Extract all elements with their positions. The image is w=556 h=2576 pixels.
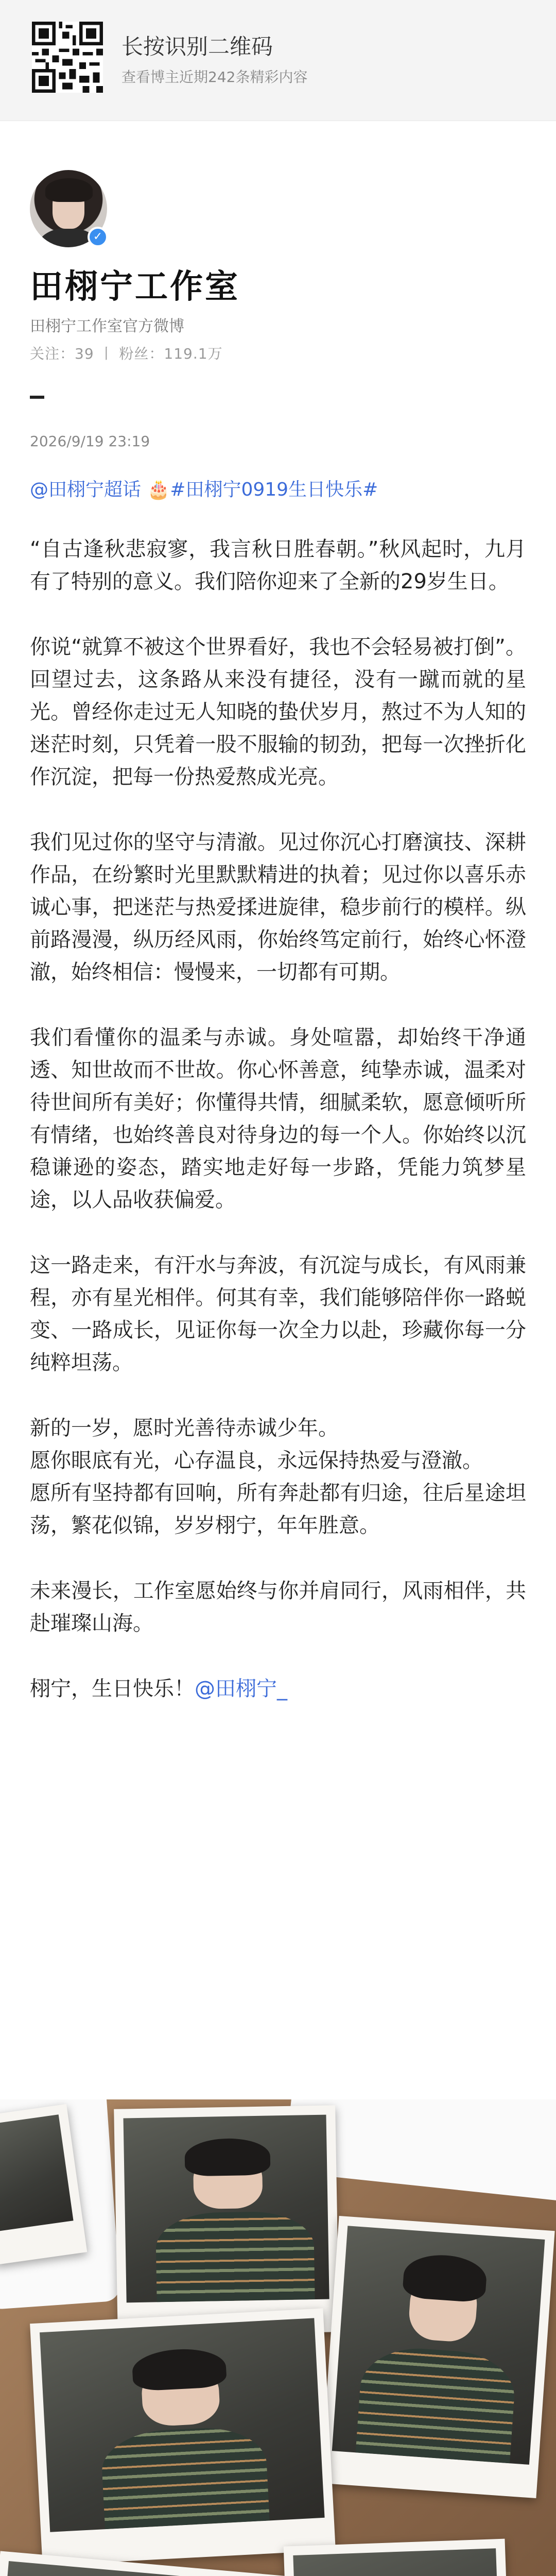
top-banner [0,0,556,121]
post-paragraph-5: 这一路走来，有汗水与奔波，有沉淀与成长，有风雨兼程，亦有星光相伴。何其有幸，我们能够陪伴你一路蜕变、一路成长，见证你每一次全力以赴，珍藏你每一分纯粹坦荡。 [30,1253,526,1375]
photo-image [0,2114,74,2231]
polaroid-photo [114,2105,339,2335]
post-photo[interactable] [0,2099,556,2576]
supertopic-link[interactable]: @田栩宁超话 [30,479,142,500]
top-banner-title: 长按识别二维码 [121,34,273,59]
photo-image [332,2226,545,2465]
post-paragraph-3: 我们见过你的坚守与清澈。见过你沉心打磨演技、深耕作品，在纷繁时光里默默精进的执着；见过你以喜乐赤诚心事，把迷茫与热爱揉进旋律，稳步前行的模样。纵前路漫漫，纵历经风雨，你始终笃定前行，始终心怀澄澈，始终相信：慢慢来，一切都有可期。 [30,831,526,984]
account-name[interactable]: 田栩宁工作室 [30,268,240,306]
closing-text: 栩宁，生日快乐！ [30,1677,195,1701]
account-stats: 关注：39 丨 粉丝：119.1万 [30,345,223,362]
photo-image [40,2318,325,2532]
photo-image [0,2561,277,2576]
post-closing [30,1673,526,1705]
closing-mention-link[interactable]: @田栩宁_ [195,1677,287,1701]
post-topics [30,475,378,501]
top-banner-subtitle: 查看博主近期242条精彩内容 [121,69,308,86]
post-paragraph-6: 新的一岁，愿时光善待赤诚少年。 愿你眼底有光，心存温良，永远保持热爱与澄澈。 愿所有坚持都有回响，所有奔赴都有归途，往后星途坦荡，繁花似锦，岁岁栩宁，年年胜意。 [30,1416,526,1537]
photo-image [124,2115,329,2303]
top-qr-code-icon[interactable] [32,22,103,93]
post-paragraph-4: 我们看懂你的温柔与赤诚。身处喧嚣，却始终干净通透、知世故而不世故。你心怀善意，纯挚赤诚，温柔对待世间所有美好；你懂得共情，细腻柔软，愿意倾听所有情绪，也始终善良对待身边的每一个人。你始终以沉稳谦逊的姿态，踏实地走好每一步路，凭能力筑梦星途，以人品收获偏爱。 [30,1026,526,1212]
post-body [30,533,526,1738]
account-description: 田栩宁工作室官方微博 [30,317,184,335]
hashtag-link[interactable]: #田栩宁0919生日快乐# [170,479,378,500]
post-paragraph-1: “自古逢秋悲寂寥，我言秋日胜春朝。”秋风起时，九月有了特别的意义。我们陪你迎来了全新的29岁生日。 [30,537,526,594]
post-paragraph-2: 你说“就算不被这个世界看好，我也不会轻易被打倒”。回望过去，这条路从来没有捷径，没有一蹴而就的星光。曾经你走过无人知晓的蛰伏岁月，熬过不为人知的迷茫时刻，只凭着一股不服输的韧劲，把每一次挫折化作沉淀，把每一份热爱熬成光亮。 [30,635,526,789]
photo-image [293,2548,504,2576]
polaroid-photo [320,2216,554,2498]
post-paragraph-7: 未来漫长，工作室愿始终与你并肩同行，风雨相伴，共赴璀璨山海。 [30,1579,526,1635]
post-date: 2026/9/19 23:19 [30,433,150,450]
verified-badge-icon: ✓ [88,227,108,247]
birthday-cake-icon: 🎂 [147,479,170,500]
polaroid-photo [30,2308,336,2565]
profile-divider [30,396,44,399]
avatar-hair [45,178,93,202]
